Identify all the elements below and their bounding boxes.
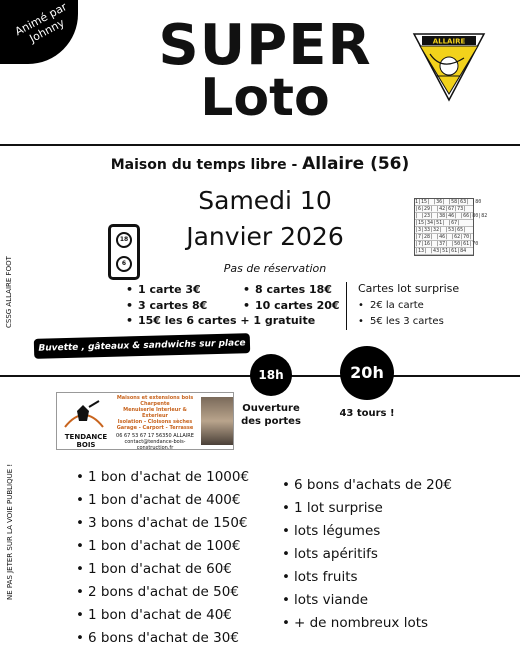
surprise-title: Cartes lot surprise bbox=[358, 282, 460, 295]
prize-item: • 1 bon d'achat de 1000€ bbox=[76, 466, 249, 489]
venue-city: Allaire (56) bbox=[302, 154, 410, 174]
card-row: |3|33|32| |53|65| bbox=[415, 227, 473, 234]
prize-item: • 1 bon d'achat de 60€ bbox=[76, 558, 249, 581]
sponsor-photo bbox=[201, 397, 233, 445]
card-row: |15|34|51| |67| bbox=[415, 220, 473, 227]
buvette-banner: Buvette , gâteaux & sandwichs sur place bbox=[34, 333, 250, 359]
card-row: |7|28| |46| |62|70| bbox=[415, 234, 473, 240]
surprise-list bbox=[358, 298, 444, 330]
title-loto: Loto bbox=[200, 68, 330, 128]
price-item: • 1 carte 3€ bbox=[126, 282, 207, 298]
price-item: • 15€ les 6 cartes + 1 gratuite bbox=[126, 314, 315, 327]
sponsor-services bbox=[111, 395, 199, 431]
dial-icon: 6 bbox=[116, 256, 132, 272]
prize-item: • 1 lot surprise bbox=[282, 497, 452, 520]
sponsor-email: contact@tendance-bois-construction.fr bbox=[124, 439, 186, 451]
divider-top bbox=[0, 144, 520, 146]
prize-list-left bbox=[76, 466, 249, 650]
prize-list-right bbox=[282, 474, 452, 635]
surprise-item: • 2€ la carte bbox=[358, 298, 444, 314]
prize-item: • lots fruits bbox=[282, 566, 452, 589]
price-list-right bbox=[243, 282, 340, 314]
surprise-item: • 5€ les 3 cartes bbox=[358, 314, 444, 330]
club-logo bbox=[412, 32, 486, 102]
prize-item: • lots viande bbox=[282, 589, 452, 612]
sponsor-service: Charpente bbox=[140, 401, 170, 407]
opening-label-line: Ouverture bbox=[242, 403, 300, 414]
price-divider bbox=[346, 282, 347, 330]
price-item: • 8 cartes 18€ bbox=[243, 282, 340, 298]
tours-count: 43 tours ! bbox=[339, 408, 395, 419]
card-row: |7|16| |37| |50|61|70 bbox=[415, 241, 479, 247]
sponsor-ad bbox=[56, 392, 234, 450]
sponsor-service: Isolation - Cloisons sèches bbox=[117, 419, 193, 425]
price-item: • 3 cartes 8€ bbox=[126, 298, 207, 314]
club-logo-text: ALLAIRE bbox=[432, 37, 466, 46]
litter-warning: NE PAS JETER SUR LA VOIE PUBLIQUE ! bbox=[6, 463, 14, 601]
prize-item: • + de nombreux lots bbox=[282, 612, 452, 635]
sponsor-service: Garage - Carport - Terrasse bbox=[116, 425, 194, 431]
price-bundle bbox=[126, 314, 315, 327]
prize-item: • 6 bons d'achats de 20€ bbox=[282, 474, 452, 497]
event-date-day: Samedi 10 bbox=[198, 186, 332, 215]
card-row: |6|29| |42|67|73| bbox=[415, 206, 473, 213]
dial-icon: 18 bbox=[116, 232, 132, 248]
prize-item: • 6 bons d'achat de 30€ bbox=[76, 627, 249, 650]
prize-item: • 1 bon d'achat de 400€ bbox=[76, 489, 249, 512]
venue-place: Maison du temps libre - bbox=[110, 157, 303, 173]
organizer-side-text: CSSG ALLAIRE FOOT bbox=[5, 256, 13, 328]
prize-item: • lots légumes bbox=[282, 520, 452, 543]
card-row: 1|15| |36| |58|63| |80 bbox=[415, 199, 482, 205]
card-row: | |23| |38|46| |66|80|82 bbox=[415, 213, 488, 219]
opening-time-circle: 18h bbox=[250, 354, 292, 396]
price-item: • 10 cartes 20€ bbox=[243, 298, 340, 314]
sponsor-service: Menuiserie Interieur & Exterieur bbox=[123, 407, 187, 419]
sponsor-name: TENDANCE BOIS bbox=[64, 433, 108, 449]
reservation-note: Pas de réservation bbox=[223, 262, 327, 275]
price-list-left bbox=[126, 282, 207, 314]
host-badge-text: Animé par Johnny bbox=[12, 0, 70, 46]
prize-item: • 1 bon d'achat de 100€ bbox=[76, 535, 249, 558]
loto-machine-icon bbox=[108, 224, 140, 280]
prize-item: • 3 bons d'achat de 150€ bbox=[76, 512, 249, 535]
sponsor-phone: 06 67 53 67 17 56350 ALLAIRE bbox=[116, 433, 194, 439]
sponsor-service: Maisons et extensions bois bbox=[116, 395, 194, 401]
event-date-month: Janvier 2026 bbox=[186, 222, 344, 251]
loto-card-thumbnail bbox=[414, 198, 488, 256]
opening-label bbox=[236, 402, 306, 428]
prize-item: • lots apéritifs bbox=[282, 543, 452, 566]
opening-label-line: des portes bbox=[241, 416, 301, 427]
card-row: |13| |43|51|61|84 bbox=[415, 248, 473, 255]
venue-line bbox=[0, 154, 520, 174]
prize-item: • 1 bon d'achat de 40€ bbox=[76, 604, 249, 627]
title-super: SUPER bbox=[158, 13, 372, 78]
sponsor-contact bbox=[111, 433, 199, 451]
prize-item: • 2 bons d'achat de 50€ bbox=[76, 581, 249, 604]
start-time-circle: 20h bbox=[340, 346, 394, 400]
